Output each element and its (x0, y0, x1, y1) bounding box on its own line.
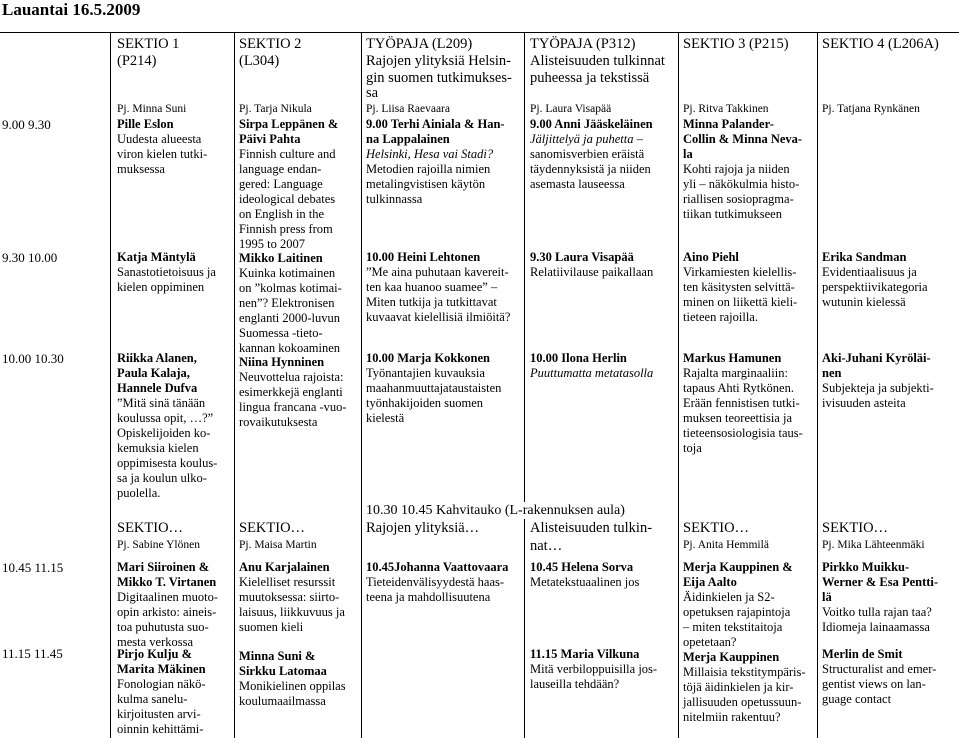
speaker: Päivi Pahta (239, 132, 301, 146)
speaker: Markus Hamunen (683, 351, 782, 365)
talk-line: Evidentiaalisuus ja (822, 265, 917, 279)
talk-line: opetuksen rajapintoja (683, 605, 791, 619)
afternoon-header-tyopaja-l209: Rajojen ylityksiä… (366, 520, 480, 536)
talk-line: koulussa opit, …?” (117, 411, 214, 425)
time-slot-4: 10.45 11.15 (2, 560, 64, 575)
speaker: Sirkku Latomaa (239, 664, 327, 678)
talk-line: puolella. (117, 486, 161, 500)
time-slot-5: 11.15 11.45 (2, 646, 63, 661)
talk-line: viron kielen tutki- (117, 147, 208, 161)
speaker: Minna Suni & (239, 649, 316, 663)
header-sektio-4: SEKTIO 4 (L206A) (822, 36, 939, 52)
speaker: Riikka Alanen, (117, 351, 197, 365)
speaker: Marita Mäkinen (117, 662, 206, 676)
header-line: Rajojen ylityksiä Helsin- (366, 53, 511, 69)
talk-line: – miten tekstitaitoja (683, 620, 783, 634)
talk-line: 1995 to 2007 (239, 237, 305, 251)
talk-line: Opiskelijoiden ko- (117, 426, 211, 440)
afternoon-header-sektio-1: SEKTIO… (117, 520, 184, 536)
talk-line: lauseilla tehdään? (530, 677, 620, 691)
talk-line: Rajalta marginaaliin: (683, 366, 788, 380)
talk-line: oinnin kehittämi- (117, 722, 204, 736)
talk-line: kielestä (366, 411, 405, 425)
talk-line: Metodien rajoilla nimien (366, 162, 491, 176)
speaker: Pirkko Muikku- (822, 560, 910, 574)
speaker: Pirjo Kulju & (117, 647, 192, 661)
talk-line: perspektiivikategoria (822, 280, 928, 294)
talk-line: riallisen sosiopragma- (683, 192, 794, 206)
speaker: Erika Sandman (822, 250, 907, 264)
talk-line: maahanmuuttajataustaisten (366, 381, 502, 395)
talk-line: teena ja mahdollisuutena (366, 590, 491, 604)
coffee-break: 10.30 10.45 Kahvitauko (L-rakennuksen aula) (366, 503, 625, 518)
header-sektio-3: SEKTIO 3 (P215) (683, 36, 789, 52)
talk-line: gentist views on lan- (822, 677, 926, 691)
talk-line: tiikan tutkimukseen (683, 207, 782, 221)
talk-line: esimerkkejä englanti (239, 385, 343, 399)
header-line: SEKTIO 2 (239, 36, 302, 52)
talk-line: sa ja koulun ulko- (117, 471, 207, 485)
talk-title: Jäljittelyä ja puhetta – (530, 132, 643, 146)
speaker: 10.45 Helena Sorva (530, 560, 634, 574)
speaker: Hannele Dufva (117, 381, 198, 395)
talk-line: laisuus, liikkuvuus ja (239, 605, 345, 619)
speaker: Aki-Juhani Kyröläi- (822, 351, 931, 365)
speaker: Niina Hynninen (239, 355, 325, 369)
speaker: Merlin de Smit (822, 647, 903, 661)
talk-line: ”Me aina puhutaan kavereit- (366, 265, 509, 279)
speaker: Minna Palander- (683, 117, 774, 131)
talk-line: Kielelliset resurssit (239, 575, 336, 589)
speaker: 10.00 Ilona Herlin (530, 351, 627, 365)
afternoon-chair-sektio-2: Pj. Maisa Martin (239, 539, 317, 551)
talk-line: tieteen rajoilla. (683, 310, 758, 324)
talk-line: kuvaavat kielellisiä ilmiöitä? (366, 310, 511, 324)
chair-sektio-4: Pj. Tatjana Rynkänen (822, 103, 920, 115)
header-line: SEKTIO 1 (117, 36, 180, 52)
talk-line: Millaisia tekstitympäris- (683, 665, 806, 679)
talk-line: Työnantajien kuvauksia (366, 366, 485, 380)
talk-line: Neuvottelua rajoista: (239, 370, 344, 384)
talk-line: Miten tutkija ja tutkittavat (366, 295, 497, 309)
talk-line: metalingvistisen käytön (366, 177, 486, 191)
talk-line: rovaikutuksesta (239, 415, 318, 429)
speaker: Mikko Laitinen (239, 251, 323, 265)
talk-line: Virkamiesten kielellis- (683, 265, 797, 279)
speaker: Eija Aalto (683, 575, 737, 589)
talk-line: wutunin kielessä (822, 295, 906, 309)
speaker: Werner & Esa Pentti- (822, 575, 939, 589)
talk-line: koulumaailmassa (239, 694, 326, 708)
grid-line-v2 (234, 32, 235, 738)
time-slot-1: 9.00 9.30 (2, 117, 51, 132)
talk-line: tapaus Ahti Rytkönen. (683, 381, 794, 395)
speaker: lä (822, 590, 832, 604)
talk-line: jallisuuden opetussuun- (683, 695, 802, 709)
afternoon-header-sektio-4: SEKTIO… (822, 520, 889, 536)
header-line: puheessa ja tekstissä (530, 70, 650, 86)
talk-title: Helsinki, Hesa vai Stadi? (366, 147, 494, 161)
talk-line: Kohti rajoja ja niiden (683, 162, 790, 176)
talk-line: language endan- (239, 162, 322, 176)
afternoon-chair-sektio-4: Pj. Mika Lähteenmäki (822, 539, 925, 551)
chair-sektio-1: Pj. Minna Suni (117, 103, 187, 115)
talk-line: Uudesta alueesta (117, 132, 202, 146)
talk-line: on English in the (239, 207, 325, 221)
speaker: Paula Kalaja, (117, 366, 190, 380)
header-line: TYÖPAJA (P312) (530, 36, 636, 52)
speaker: 9.00 Anni Jääskeläinen (530, 117, 653, 131)
talk-line: kirjoitusten arvi- (117, 707, 201, 721)
talk-line: ivisuuden asteita (822, 396, 906, 410)
afternoon-header-sektio-2: SEKTIO… (239, 520, 306, 536)
time-slot-3: 10.00 10.30 (2, 351, 64, 366)
chair-tyopaja-p312: Pj. Laura Visapää (530, 103, 612, 115)
afternoon-chair-sektio-1: Pj. Sabine Ylönen (117, 539, 200, 551)
afternoon-header-tyopaja-p312: nat… (530, 538, 563, 554)
talk-line: muksessa (117, 162, 165, 176)
grid-line-v1 (110, 32, 111, 738)
talk-line: Suomessa -tieto- (239, 326, 323, 340)
header-line: Alisteisuuden tulkinnat (530, 53, 665, 69)
talk-line: on ”kolmas kotimai- (239, 281, 342, 295)
speaker: Sirpa Leppänen & (239, 117, 339, 131)
talk-line: Kuinka kotimainen (239, 266, 336, 280)
talk-line: Metatekstuaalinen jos (530, 575, 640, 589)
talk-line: opetetaan? (683, 635, 737, 649)
talk-line: oppimisesta koulus- (117, 456, 218, 470)
talk-line: töjä äidinkielen ja kir- (683, 680, 794, 694)
talk-line: Finnish culture and (239, 147, 336, 161)
talk-line: ten kaa huanoo suamee” – (366, 280, 498, 294)
header-line: TYÖPAJA (L209) (366, 36, 473, 52)
speaker: Aino Piehl (683, 250, 739, 264)
speaker: Collin & Minna Neva- (683, 132, 803, 146)
talk-line: minen on liikettä kieli- (683, 295, 798, 309)
talk-line: yli – näkökulmia histo- (683, 177, 800, 191)
talk-line: tieteensosiologisia taus- (683, 426, 803, 440)
speaker: 9.30 Laura Visapää (530, 250, 634, 264)
afternoon-chair-sektio-3: Pj. Anita Hemmilä (683, 539, 769, 551)
talk-line: Äidinkielen ja S2- (683, 590, 775, 604)
talk-line: ten käsitysten selvittä- (683, 280, 795, 294)
talk-line: Tieteidenvälisyydestä haas- (366, 575, 505, 589)
speaker: Mikko T. Virtanen (117, 575, 217, 589)
chair-sektio-3: Pj. Ritva Takkinen (683, 103, 769, 115)
talk-line: nen”? Elektronisen (239, 296, 335, 310)
chair-sektio-2: Pj. Tarja Nikula (239, 103, 312, 115)
talk-line: sanomisverbien eräistä (530, 147, 645, 161)
grid-line-v4 (524, 32, 525, 738)
speaker: nen (822, 366, 842, 380)
speaker: 9.00 Terhi Ainiala & Han- (366, 117, 505, 131)
talk-line: muksen teoreettisia ja (683, 411, 792, 425)
speaker: 10.00 Heini Lehtonen (366, 250, 481, 264)
talk-line: ideological debates (239, 192, 336, 206)
talk-line: englanti 2000-luvun (239, 311, 341, 325)
talk-line: toja (683, 441, 702, 455)
talk-line: täydennyksistä ja niiden (530, 162, 651, 176)
talk-line: kielen oppiminen (117, 280, 205, 294)
talk-line: nitelmiin rakentuu? (683, 710, 781, 724)
speaker: 11.15 Maria Vilkuna (530, 647, 640, 661)
header-line: (P214) (117, 53, 157, 69)
talk-line: toa puhutusta suo- (117, 620, 209, 634)
grid-line-v5 (678, 32, 679, 738)
talk-line: Voitko tulla rajan taa? (822, 605, 932, 619)
header-line: sa (366, 85, 379, 101)
grid-line-v3 (361, 32, 362, 738)
page-date: Lauantai 16.5.2009 (2, 0, 141, 19)
speaker: Pille Eslon (117, 117, 174, 131)
talk-line: Subjekteja ja subjekti- (822, 381, 934, 395)
grid-line-v6 (817, 32, 818, 738)
talk-line: työnhakijoiden suomen (366, 396, 483, 410)
speaker: Merja Kauppinen & (683, 560, 793, 574)
speaker: na Lappalainen (366, 132, 450, 146)
talk-line: Relatiivilause paikallaan (530, 265, 654, 279)
talk-line: muutoksessa: siirto- (239, 590, 340, 604)
talk-line: Structuralist and emer- (822, 662, 937, 676)
talk-line: gered: Language (239, 177, 323, 191)
talk-line: Digitaalinen muoto- (117, 590, 219, 604)
speaker: la (683, 147, 693, 161)
talk-line: lingua francana -vuo- (239, 400, 347, 414)
speaker: 10.45Johanna Vaattovaara (366, 560, 509, 574)
talk-line: suomen kieli (239, 620, 304, 634)
speaker: Katja Mäntylä (117, 250, 196, 264)
afternoon-header-tyopaja-p312: Alisteisuuden tulkin- (530, 520, 653, 536)
afternoon-header-sektio-3: SEKTIO… (683, 520, 750, 536)
talk-line: mesta verkossa (117, 635, 194, 649)
talk-line: tulkinnassa (366, 192, 423, 206)
speaker: Merja Kauppinen (683, 650, 780, 664)
header-line: gin suomen tutkimukses- (366, 70, 512, 86)
talk-line: asemasta lauseessa (530, 177, 625, 191)
speaker: Anu Karjalainen (239, 560, 330, 574)
talk-line: kulma sanelu- (117, 692, 188, 706)
talk-line: Monikielinen oppilas (239, 679, 346, 693)
speaker: Mari Siiroinen & (117, 560, 210, 574)
talk-line: kannan kokoaminen (239, 341, 341, 355)
talk-line: kemuksia kielen (117, 441, 199, 455)
chair-tyopaja-l209: Pj. Liisa Raevaara (366, 103, 450, 115)
talk-line: Erään fennistisen tutki- (683, 396, 800, 410)
talk-line: Fonologian näkö- (117, 677, 206, 691)
talk-line: Finnish press from (239, 222, 333, 236)
grid-line-top (0, 32, 959, 33)
talk-line: Sanastotietoisuus ja (117, 265, 216, 279)
talk-line: ”Mitä sinä tänään (117, 396, 206, 410)
talk-line: Mitä verbiloppuisilla jos- (530, 662, 658, 676)
talk-title: Puuttumatta metatasolla (530, 366, 654, 380)
header-line: (L304) (239, 53, 280, 69)
talk-line: Idiomeja lainaamassa (822, 620, 930, 634)
talk-line: guage contact (822, 692, 892, 706)
talk-line: opin arkisto: aineis- (117, 605, 217, 619)
speaker: 10.00 Marja Kokkonen (366, 351, 490, 365)
time-slot-2: 9.30 10.00 (2, 250, 58, 265)
